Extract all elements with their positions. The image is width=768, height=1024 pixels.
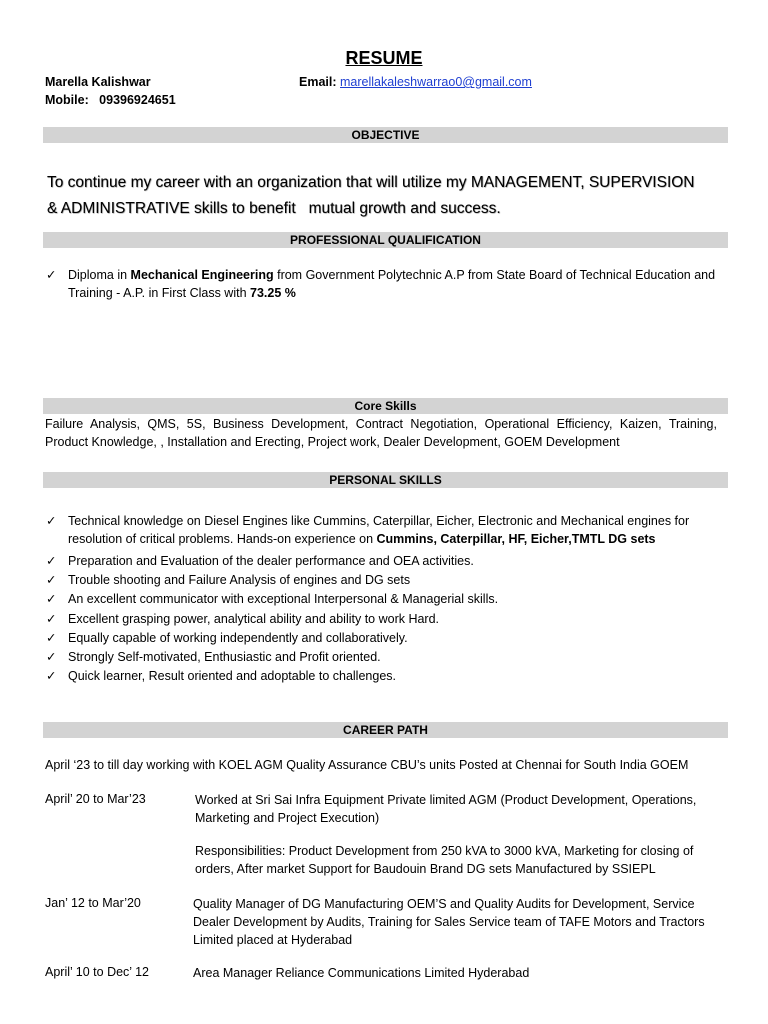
- check-icon: ✓: [46, 514, 57, 528]
- personal-skill-text: Excellent grasping power, analytical ability and ability to work Hard.: [68, 612, 440, 626]
- core-skills-text: Failure Analysis, QMS, 5S, Business Development, Contract Negotiation, Operational Efficiency, Kaizen, Training, Product Knowledge, , Installation and Erecting, Project work, Dealer Development, GOEM Development: [45, 417, 717, 449]
- personal-skill-first-bold: Cummins, Caterpillar, HF, Eicher,TMTL DG sets: [376, 532, 656, 546]
- check-icon: ✓: [46, 573, 57, 587]
- personal-skill-text: Quick learner, Result oriented and adoptable to challenges.: [68, 669, 396, 683]
- qualification-header: PROFESSIONAL QUALIFICATION: [43, 232, 728, 248]
- career-date: April’ 20 to Mar’23: [45, 792, 146, 806]
- objective-line-1: To continue my career with an organization that will utilize my MANAGEMENT, SUPERVISION: [47, 174, 695, 191]
- career-description: Area Manager Reliance Communications Limited Hyderabad: [193, 966, 530, 980]
- mobile-label: Mobile:: [45, 93, 89, 107]
- check-icon: ✓: [46, 592, 57, 606]
- personal-skill-text: Strongly Self-motivated, Enthusiastic and Profit oriented.: [68, 650, 381, 664]
- qualification-text: [68, 266, 736, 302]
- personal-skill-item: [46, 629, 736, 647]
- personal-skill-item: [46, 667, 736, 685]
- candidate-name: Marella Kalishwar: [45, 75, 151, 89]
- check-icon: ✓: [46, 268, 57, 282]
- check-icon: ✓: [46, 631, 57, 645]
- qualification-details: from Government Polytechnic A.P from State Board of Technical Education and Training - A.P. in First Class with: [68, 268, 716, 300]
- personal-skill-item: [46, 552, 736, 570]
- email-line: [299, 75, 532, 89]
- objective-line-2: & ADMINISTRATIVE skills to benefit mutual growth and success.: [47, 200, 501, 217]
- check-icon: ✓: [46, 612, 57, 626]
- check-icon: ✓: [46, 669, 57, 683]
- personal-skill-item: [46, 590, 736, 608]
- resume-title: RESUME: [345, 48, 423, 68]
- qualification-item: [46, 266, 736, 302]
- email-label: Email:: [299, 75, 337, 89]
- personal-skill-item: [46, 648, 736, 666]
- qualification-percent: 73.25 %: [250, 286, 296, 300]
- email-link[interactable]: marellakaleshwarrao0@gmail.com: [340, 75, 532, 89]
- personal-skill-text: Preparation and Evaluation of the dealer performance and OEA activities.: [68, 554, 474, 568]
- mobile-number: 09396924651: [99, 93, 176, 107]
- objective-header: OBJECTIVE: [43, 127, 728, 143]
- check-icon: ✓: [46, 554, 57, 568]
- check-icon: ✓: [46, 650, 57, 664]
- career-path-header: CAREER PATH: [43, 722, 728, 738]
- objective-text: [47, 170, 737, 222]
- core-skills-header: Core Skills: [43, 398, 728, 414]
- personal-skill-item: [46, 512, 706, 548]
- career-responsibilities: Responsibilities: Product Development from 250 kVA to 3000 kVA, Marketing for closing of orders, After market Support for Baudouin Brand DG sets Manufactured by SSIEPL: [195, 844, 694, 876]
- mobile-line: [45, 93, 176, 107]
- career-description: Worked at Sri Sai Infra Equipment Private limited AGM (Product Development, Operations, Marketing and Project Execution): [195, 793, 697, 825]
- personal-skill-text: Trouble shooting and Failure Analysis of engines and DG sets: [68, 573, 411, 587]
- qualification-degree: Mechanical Engineering: [130, 268, 274, 282]
- personal-skill-text: Equally capable of working independently and collaboratively.: [68, 631, 408, 645]
- personal-skill-item: [46, 610, 736, 628]
- personal-skill-text: An excellent communicator with exceptional Interpersonal & Managerial skills.: [68, 592, 499, 606]
- career-current: April ‘23 to till day working with KOEL AGM Quality Assurance CBU’s units Posted at Chennai for South India GOEM: [45, 758, 689, 772]
- career-date: Jan’ 12 to Mar’20: [45, 896, 141, 910]
- personal-skill-item: [46, 571, 736, 589]
- qualification-pre: Diploma in: [68, 268, 131, 282]
- career-description: Quality Manager of DG Manufacturing OEM’S and Quality Audits for Development, Service Dealer Development by Audits, Training for Sales Service team of TAFE Motors and Tractors Limited placed at Hyderabad: [193, 897, 705, 947]
- personal-skill-first: Technical knowledge on Diesel Engines like Cummins, Caterpillar, Eicher, Electronic and Mechanical engines for resolution of critical problems. Hands-on experience on: [68, 514, 690, 546]
- personal-skills-header: PERSONAL SKILLS: [43, 472, 728, 488]
- personal-skill-text: [68, 512, 706, 548]
- career-date: April’ 10 to Dec’ 12: [45, 965, 149, 979]
